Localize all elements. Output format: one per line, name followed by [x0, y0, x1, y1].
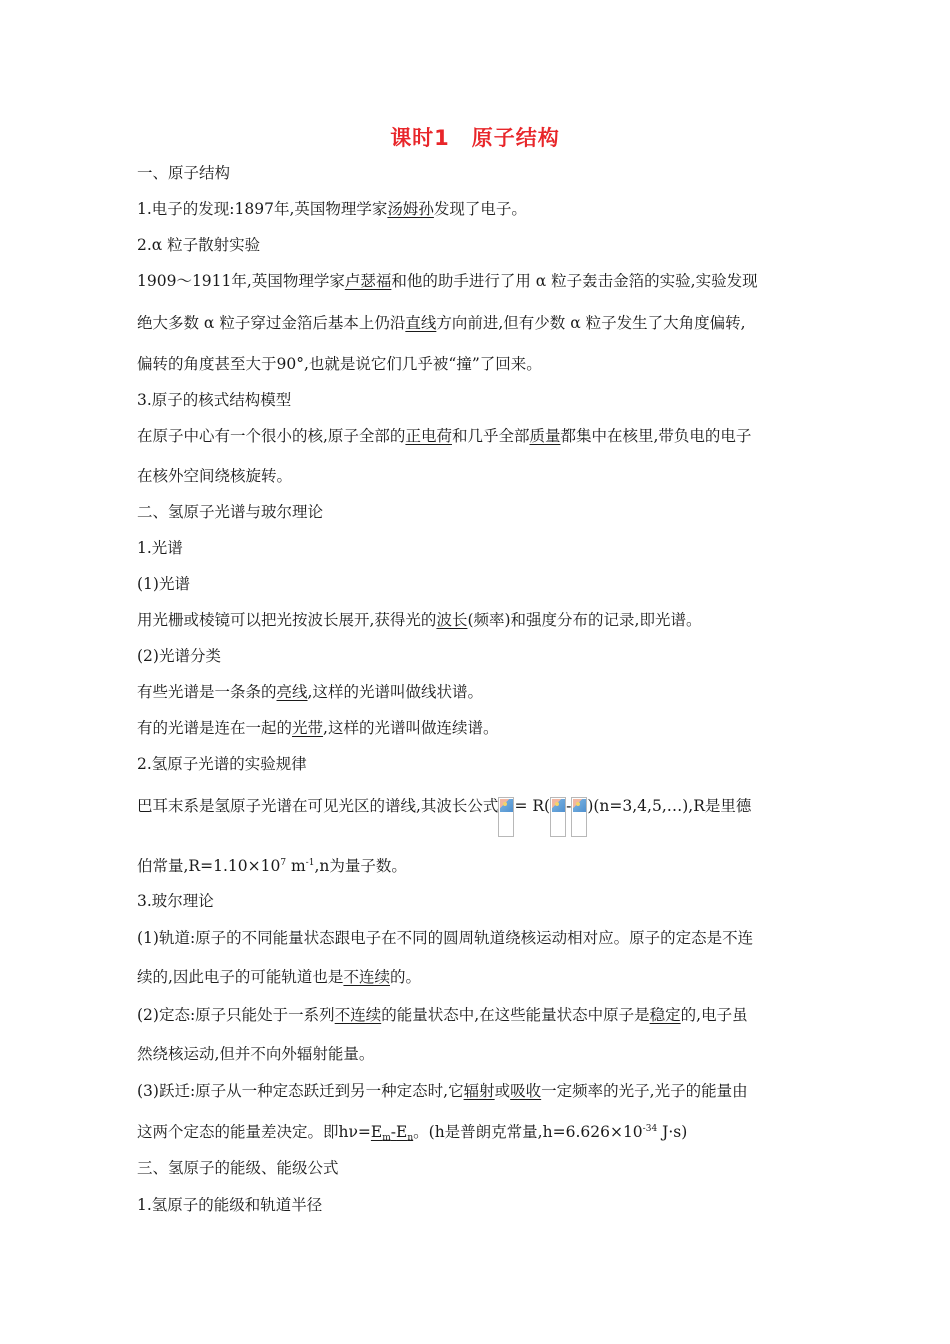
subheading-alpha-scattering: 2.α 粒子散射实验 [137, 236, 261, 254]
subheading-spectrum-classification: (2)光谱分类 [137, 647, 221, 665]
answer-radiate: 辐射 [463, 1082, 495, 1100]
paragraph-line [137, 966, 421, 988]
answer-mass: 质量 [529, 427, 561, 445]
text: = R( [514, 797, 551, 815]
text: m [286, 857, 306, 875]
answer-thomson: 汤姆孙 [387, 200, 434, 218]
text: 的,电子虽 [680, 1006, 748, 1024]
text: 都集中在核里,带负电的电子 [560, 427, 752, 445]
subheading-spectrum: 1.光谱 [137, 539, 183, 557]
subscript: n [407, 1133, 414, 1143]
text: 的能量状态中,在这些能量状态中原子是 [381, 1006, 650, 1024]
answer-positive-charge: 正电荷 [405, 427, 452, 445]
text: (频率)和强度分布的记录,即光谱。 [467, 611, 702, 629]
page-title: 课时1 原子结构 [390, 126, 560, 150]
text: 和他的助手进行了用 α 粒子轰击金箔的实验,实验发现 [391, 272, 758, 290]
paragraph-line [137, 681, 483, 703]
text: 续的,因此电子的可能轨道也是 [137, 968, 344, 986]
answer-discontinuous: 不连续 [334, 1006, 382, 1024]
text: (3)跃迁:原子从一种定态跃迁到另一种定态时,它 [137, 1082, 464, 1100]
text: E [396, 1123, 408, 1141]
superscript: -1 [305, 858, 315, 868]
text: 的。 [389, 968, 421, 986]
text: - [390, 1123, 397, 1141]
text: )(n=3,4,5,…),R是里德 [587, 797, 752, 815]
paragraph-line [137, 312, 746, 334]
text: 有些光谱是一条条的 [137, 683, 277, 701]
text: E [370, 1123, 383, 1141]
answer-discontinuous: 不连续 [343, 968, 390, 986]
answer-wavelength: 波长 [436, 611, 468, 629]
text: 或 [494, 1082, 511, 1100]
text: 1.电子的发现:1897年,英国物理学家 [137, 200, 388, 218]
paragraph-line [137, 717, 498, 739]
paragraph-line [137, 425, 751, 447]
section-heading-energy-levels: 三、氢原子的能级、能级公式 [137, 1159, 339, 1177]
answer-light-band: 光带 [292, 719, 324, 737]
formula-image-icon [550, 797, 566, 837]
text: 有的光谱是连在一起的 [137, 719, 293, 737]
text: 。(h是普朗克常量,h=6.626×10 [413, 1123, 643, 1141]
text: ,这样的光谱叫做线状谱。 [307, 683, 483, 701]
subheading-hydrogen-spectrum-law: 2.氢原子光谱的实验规律 [137, 755, 307, 773]
paragraph-line: (1)轨道:原子的不同能量状态跟电子在不同的圆周轨道绕核运动相对应。原子的定态是不连 [137, 929, 754, 947]
formula-image-icon [498, 797, 514, 837]
paragraph-line [137, 270, 758, 292]
answer-absorb: 吸收 [510, 1082, 542, 1100]
section-heading-atomic-structure: 一、原子结构 [137, 164, 231, 182]
answer-straight-line: 直线 [405, 314, 437, 332]
text: 和几乎全部 [451, 427, 530, 445]
text: ,n为量子数。 [314, 857, 407, 875]
formula-image-icon [571, 797, 587, 837]
subheading-nuclear-model: 3.原子的核式结构模型 [137, 391, 292, 409]
text: 巴耳末系是氢原子光谱在可见光区的谱线,其波长公式 [137, 797, 499, 815]
answer-stable: 稳定 [649, 1006, 681, 1024]
paragraph-line: 然绕核运动,但并不向外辐射能量。 [137, 1045, 375, 1063]
paragraph-line: 在核外空间绕核旋转。 [137, 467, 293, 485]
subheading-spectrum-definition: (1)光谱 [137, 575, 190, 593]
paragraph-line: 偏转的角度甚至大于90°,也就是说它们几乎被“撞”了回来。 [137, 355, 542, 373]
text: ,这样的光谱叫做连续谱。 [323, 719, 499, 737]
paragraph-line [137, 1080, 748, 1102]
paragraph-line [137, 609, 701, 631]
answer-rutherford: 卢瑟福 [344, 272, 392, 290]
paragraph-balmer-formula [137, 795, 751, 837]
section-heading-bohr-theory: 二、氢原子光谱与玻尔理论 [137, 503, 324, 521]
text: 1909～1911年,英国物理学家 [137, 272, 345, 290]
text: 一定频率的光子,光子的能量由 [541, 1082, 748, 1100]
text: 用光栅或棱镜可以把光按波长展开,获得光的 [137, 611, 437, 629]
answer-energy-difference [371, 1123, 413, 1141]
text: 伯常量,R=1.10×10 [137, 857, 281, 875]
text: 发现了电子。 [433, 200, 527, 218]
paragraph-line [137, 1121, 687, 1143]
text: J·s) [657, 1123, 688, 1141]
text: 在原子中心有一个很小的核,原子全部的 [137, 427, 406, 445]
subheading-bohr-theory: 3.玻尔理论 [137, 892, 214, 910]
paragraph-line [137, 855, 407, 877]
paragraph-line [137, 1004, 748, 1026]
text: - [566, 797, 572, 815]
subheading-energy-levels-radius: 1.氢原子的能级和轨道半径 [137, 1196, 323, 1214]
paragraph-electron-discovery [137, 198, 527, 220]
text: 绝大多数 α 粒子穿过金箔后基本上仍沿 [137, 314, 406, 332]
superscript: 7 [280, 858, 287, 868]
text: (2)定态:原子只能处于一系列 [137, 1006, 335, 1024]
subscript: m [382, 1133, 391, 1143]
answer-bright-lines: 亮线 [276, 683, 308, 701]
text: 这两个定态的能量差决定。即hν= [137, 1123, 371, 1141]
text: 方向前进,但有少数 α 粒子发生了大角度偏转, [436, 314, 746, 332]
superscript: -34 [642, 1124, 658, 1134]
